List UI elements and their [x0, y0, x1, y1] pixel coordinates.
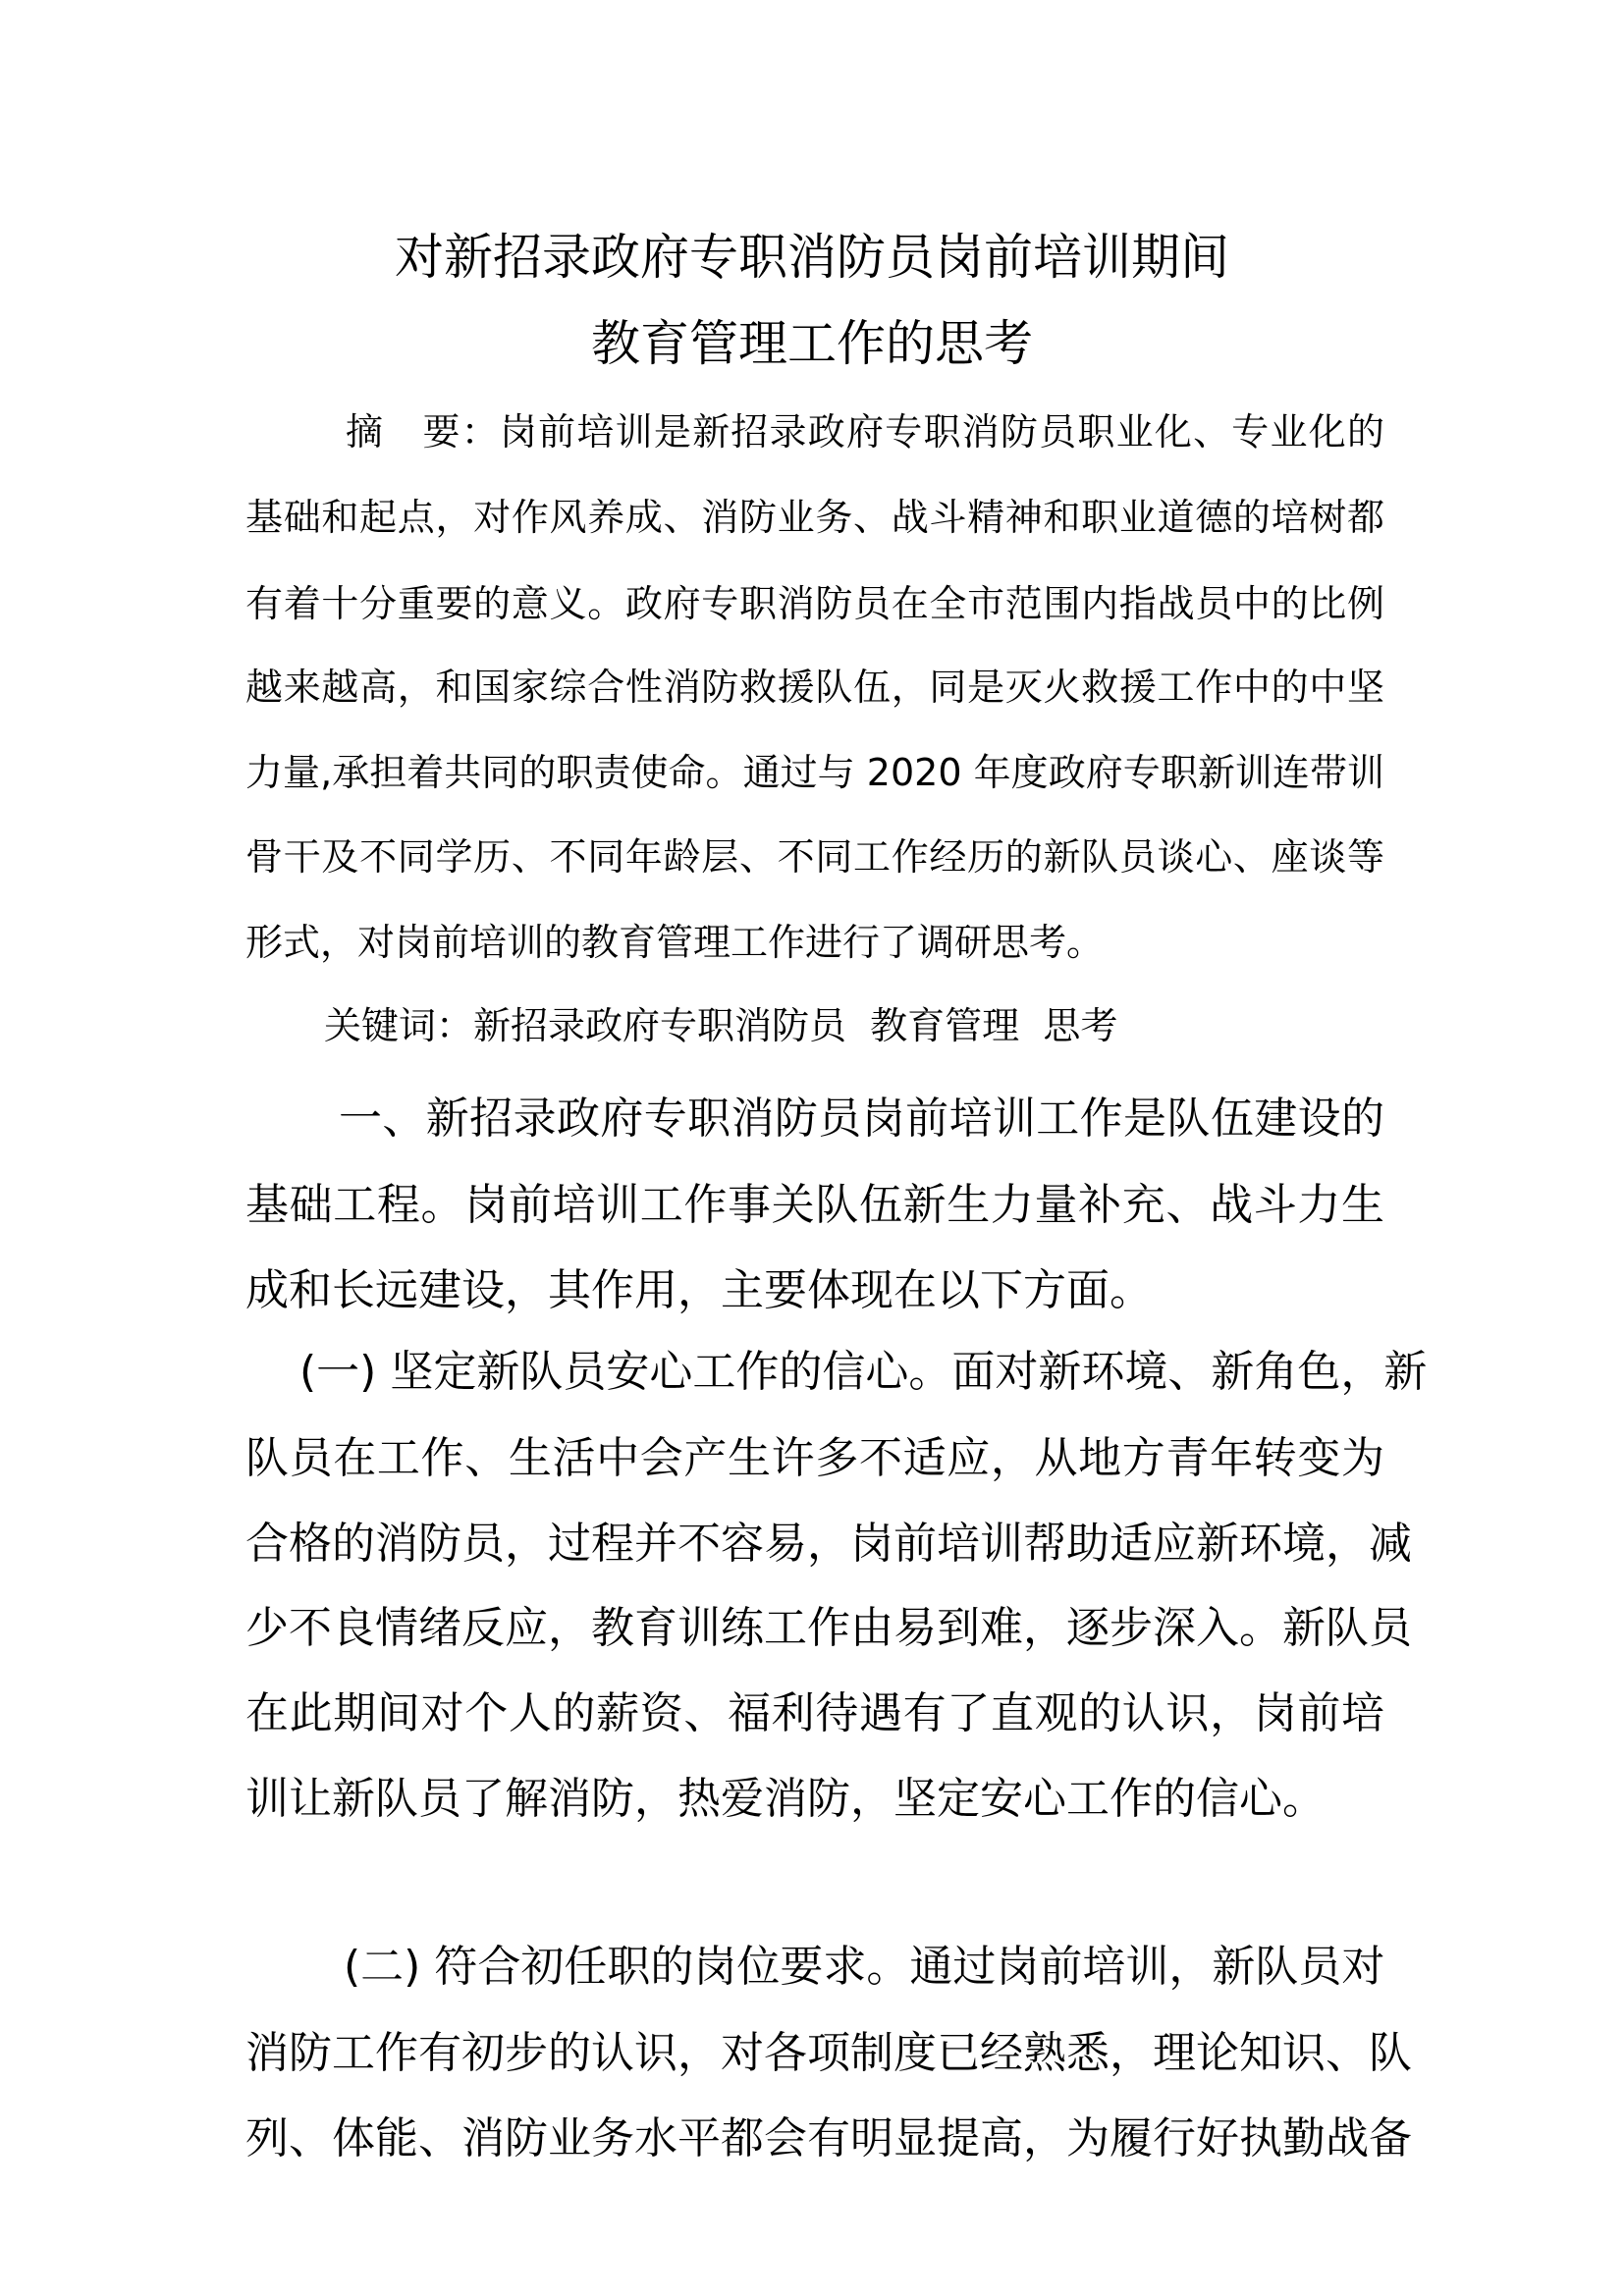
abstract-line: 有着十分重要的意义。政府专职消防员在全市范围内指战员中的比例 [245, 582, 1384, 625]
abstract-line: 越来越高，和国家综合性消防救援队伍，同是灭火救援工作中的中坚 [245, 666, 1384, 709]
section1-line: 基础工程。岗前培训工作事关队伍新生力量补充、战斗力生 [245, 1180, 1384, 1230]
abstract-line: 力量,承担着共同的职责使命。通过与 2020 年度政府专职新训连带训 [245, 751, 1384, 794]
abstract-line: 摘 要：岗前培训是新招录政府专职消防员职业化、专业化的 [346, 410, 1384, 454]
abstract-line: 骨干及不同学历、不同年龄层、不同工作经历的新队员谈心、座谈等 [245, 835, 1384, 879]
subsection2-line: 列、体能、消防业务水平都会有明显提高，为履行好执勤战备 [245, 2113, 1412, 2163]
subsection1-line: (一) 坚定新队员安心工作的信心。面对新环境、新角色，新 [299, 1347, 1428, 1397]
document-title-line-2: 教育管理工作的思考 [591, 315, 1033, 372]
subsection1-line: 训让新队员了解消防，热爱消防，坚定安心工作的信心。 [245, 1774, 1326, 1824]
abstract-line: 形式，对岗前培训的教育管理工作进行了调研思考。 [245, 921, 1105, 964]
subsection1-line: 队员在工作、生活中会产生许多不适应，从地方青年转变为 [245, 1433, 1384, 1483]
subsection2-line: 消防工作有初步的认识，对各项制度已经熟悉，理论知识、队 [245, 2028, 1412, 2078]
subsection2-line: (二) 符合初任职的岗位要求。通过岗前培训，新队员对 [344, 1942, 1385, 1992]
section1-line: 一、新招录政府专职消防员岗前培训工作是队伍建设的 [339, 1094, 1384, 1144]
document-title-line-1: 对新招录政府专职消防员岗前培训期间 [395, 229, 1229, 286]
subsection1-line: 少不良情绪反应，教育训练工作由易到难，逐步深入。新队员 [245, 1603, 1412, 1653]
subsection1-line: 合格的消防员，过程并不容易，岗前培训帮助适应新环境，减 [245, 1519, 1412, 1569]
subsection1-line: 在此期间对个人的薪资、福利待遇有了直观的认识，岗前培 [245, 1688, 1384, 1738]
section1-line: 成和长远建设，其作用，主要体现在以下方面。 [245, 1265, 1153, 1315]
keywords-line: 关键词：新招录政府专职消防员 教育管理 思考 [324, 1004, 1118, 1047]
abstract-line: 基础和起点，对作风养成、消防业务、战斗精神和职业道德的培树都 [245, 496, 1384, 539]
